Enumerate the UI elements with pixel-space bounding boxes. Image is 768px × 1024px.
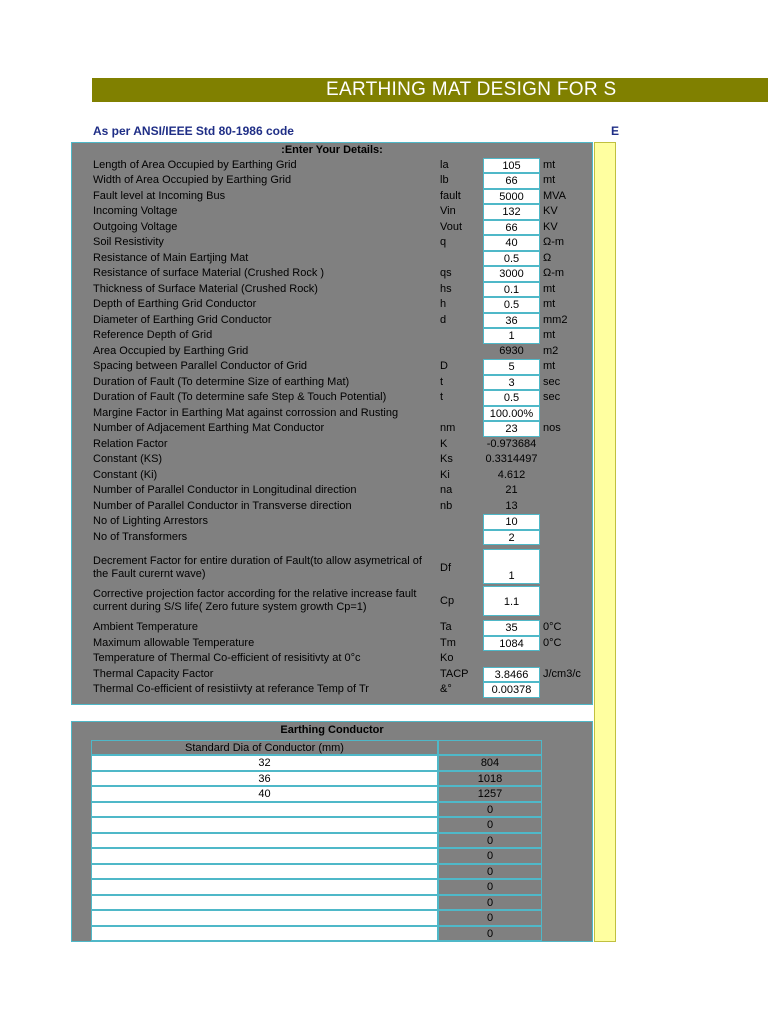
detail-symbol: t (440, 375, 444, 388)
detail-symbol: D (440, 360, 448, 372)
detail-value[interactable]: 1084 (483, 636, 540, 652)
detail-label: Resistance of Main Eartjing Mat (93, 251, 249, 264)
detail-label: Corrective projection factor according for the relative increase fault current during S/S life( Zero future system growth Cp=1) (93, 588, 417, 613)
detail-value[interactable]: 40 (483, 235, 540, 251)
detail-unit: 0°C (543, 621, 562, 633)
detail-value: 21 (505, 484, 518, 496)
detail-row (72, 173, 592, 189)
detail-label: Number of Adjacement Earthing Mat Conductor (93, 422, 325, 434)
detail-value: 4.612 (497, 468, 526, 481)
detail-row (72, 437, 592, 453)
detail-row (72, 651, 592, 667)
detail-row (72, 266, 592, 282)
detail-label: Maximum allowable Temperature (93, 636, 255, 649)
detail-symbol: Ki (440, 468, 450, 481)
detail-symbol: na (440, 484, 453, 496)
detail-row (72, 636, 592, 652)
detail-value (483, 651, 540, 667)
detail-unit: mt (543, 174, 556, 186)
conductor-dia-cell[interactable] (91, 864, 438, 880)
detail-label: Number of Parallel Conductor in Transverse direction (93, 499, 352, 512)
detail-row (72, 282, 592, 298)
detail-row (72, 313, 592, 329)
detail-label: Thermal Co-efficient of resistiivty at referance Temp of Tr (93, 683, 369, 695)
detail-symbol: TACP (440, 667, 469, 680)
detail-symbol: K (440, 437, 448, 450)
detail-row (72, 328, 592, 344)
conductor-dia-cell[interactable]: 40 (91, 786, 438, 802)
detail-value[interactable]: 1 (483, 328, 540, 344)
detail-label: Reference Depth of Grid (93, 329, 213, 341)
detail-row (72, 421, 592, 437)
detail-row (72, 682, 592, 698)
detail-row (72, 406, 592, 422)
input-details-panel (71, 142, 593, 705)
conductor-area-cell: 0 (438, 848, 542, 864)
detail-label: Relation Factor (93, 437, 168, 450)
detail-label: Decrement Factor for entire duration of Fault(to allow asymetrical of the Fault curernt wave) (93, 555, 422, 580)
conductor-title: Earthing Conductor (280, 724, 384, 736)
detail-unit: 0°C (543, 636, 562, 649)
detail-unit: mt (543, 158, 556, 171)
detail-value[interactable]: 66 (483, 220, 540, 236)
detail-row (72, 344, 592, 360)
conductor-area-cell: 1257 (438, 786, 542, 802)
page-title: EARTHING MAT DESIGN FOR S (326, 79, 617, 100)
conductor-area-cell: 0 (438, 833, 542, 849)
detail-value[interactable]: 105 (483, 158, 540, 174)
detail-value[interactable]: 132 (483, 204, 540, 220)
detail-value[interactable]: 5000 (483, 189, 540, 205)
title-banner (92, 78, 768, 102)
detail-symbol: q (440, 236, 447, 248)
detail-symbol: h (440, 298, 447, 310)
area-column-header (438, 740, 542, 755)
detail-value[interactable]: 0.5 (483, 251, 540, 267)
detail-symbol: hs (440, 282, 452, 295)
detail-symbol: fault (440, 189, 461, 202)
conductor-area-cell: 0 (438, 817, 542, 833)
detail-row-tall (72, 588, 592, 619)
detail-symbol: Ta (440, 621, 452, 633)
cut-off-heading: E (611, 124, 620, 138)
conductor-dia-cell[interactable] (91, 926, 438, 942)
detail-label: Temperature of Thermal Co-efficient of resisitivty at 0°c (93, 652, 361, 664)
detail-label: Duration of Fault (To determine Size of earthing Mat) (93, 375, 350, 388)
detail-row (72, 620, 592, 636)
conductor-row (91, 895, 542, 911)
standard-subtitle: As per ANSI/IEEE Std 80-1986 code (93, 124, 294, 138)
detail-unit: nos (543, 422, 561, 434)
detail-row (72, 375, 592, 391)
detail-label: Thermal Capacity Factor (93, 667, 214, 680)
detail-unit: Ω (543, 251, 552, 264)
detail-row (72, 452, 592, 468)
detail-value: -0.973684 (486, 437, 537, 450)
detail-symbol: la (440, 158, 449, 171)
detail-label: Margine Factor in Earthing Mat against corrossion and Rusting (93, 406, 399, 419)
detail-value[interactable]: 35 (483, 620, 540, 636)
detail-symbol: Ko (440, 652, 454, 664)
detail-row (72, 189, 592, 205)
detail-label: Spacing between Parallel Conductor of Grid (93, 360, 308, 372)
detail-value: 0.3314497 (485, 453, 538, 465)
detail-row-tall (72, 555, 592, 586)
detail-symbol: qs (440, 267, 452, 279)
detail-label: Ambient Temperature (93, 621, 198, 633)
conductor-row (91, 817, 542, 833)
conductor-dia-cell[interactable] (91, 895, 438, 911)
detail-row (72, 235, 592, 251)
detail-unit: mt (543, 298, 556, 310)
conductor-area-cell: 0 (438, 910, 542, 926)
conductor-dia-cell[interactable] (91, 879, 438, 895)
detail-unit: Ω-m (543, 236, 565, 248)
detail-value[interactable]: 1 (483, 549, 540, 584)
detail-label: Number of Parallel Conductor in Longitudinal direction (93, 484, 357, 496)
conductor-area-cell: 0 (438, 802, 542, 818)
detail-row (72, 514, 592, 530)
detail-value[interactable]: 3.8466 (483, 667, 540, 683)
detail-value[interactable]: 0.1 (483, 282, 540, 298)
detail-value[interactable]: 36 (483, 313, 540, 329)
detail-unit: sec (543, 391, 561, 403)
conductor-row (91, 879, 542, 895)
detail-label: Outgoing Voltage (93, 220, 178, 233)
conductor-row (91, 771, 542, 787)
detail-row (72, 251, 592, 267)
detail-unit: Ω-m (543, 267, 565, 279)
conductor-dia-cell[interactable] (91, 848, 438, 864)
detail-symbol: Cp (440, 595, 455, 607)
detail-value[interactable]: 5 (483, 359, 540, 375)
conductor-row (91, 833, 542, 849)
detail-label: Length of Area Occupied by Earthing Grid (93, 158, 297, 171)
detail-symbol: Vin (440, 205, 456, 217)
conductor-area-cell: 0 (438, 895, 542, 911)
detail-unit: mt (543, 282, 556, 295)
detail-row (72, 468, 592, 484)
conductor-row (91, 864, 542, 880)
detail-unit: MVA (543, 189, 567, 202)
detail-label: Soil Resistivity (93, 236, 164, 248)
conductor-dia-cell[interactable] (91, 910, 438, 926)
detail-symbol: Tm (440, 636, 456, 649)
detail-symbol: nm (440, 422, 456, 434)
detail-value[interactable]: 3 (483, 375, 540, 391)
detail-label: Width of Area Occupied by Earthing Grid (93, 174, 292, 186)
conductor-row (91, 910, 542, 926)
detail-symbol: nb (440, 499, 453, 512)
detail-value[interactable]: 100.00% (483, 406, 540, 422)
detail-label: Area Occupied by Earthing Grid (93, 344, 249, 357)
detail-row (72, 359, 592, 375)
conductor-row (91, 755, 542, 771)
detail-symbol: d (440, 313, 447, 326)
detail-label: Duration of Fault (To determine safe Step & Touch Potential) (93, 391, 387, 403)
detail-label: Thickness of Surface Material (Crushed Rock) (93, 282, 318, 295)
detail-row (72, 499, 592, 515)
detail-value[interactable]: 0.5 (483, 297, 540, 313)
detail-value[interactable]: 10 (483, 514, 540, 530)
detail-row (72, 220, 592, 236)
detail-symbol: t (440, 391, 444, 403)
detail-value: 6930 (499, 344, 524, 357)
detail-unit: J/cm3/c (543, 667, 581, 680)
conductor-area-cell: 1018 (438, 771, 542, 787)
detail-row (72, 483, 592, 499)
detail-unit: mt (543, 360, 556, 372)
detail-label: Fault level at Incoming Bus (93, 189, 226, 202)
detail-value[interactable]: 0.5 (483, 390, 540, 406)
earthing-conductor-panel (71, 721, 593, 942)
conductor-row (91, 802, 542, 818)
detail-label: Incoming Voltage (93, 205, 178, 217)
conductor-area-cell: 0 (438, 926, 542, 942)
conductor-dia-cell[interactable] (91, 833, 438, 849)
detail-unit: KV (543, 220, 558, 233)
conductor-dia-cell[interactable]: 32 (91, 755, 438, 771)
detail-value[interactable]: 2 (483, 530, 540, 546)
detail-row (72, 530, 592, 546)
detail-unit: mm2 (543, 313, 568, 326)
detail-row (72, 158, 592, 174)
conductor-dia-cell[interactable]: 36 (91, 771, 438, 787)
details-heading: :Enter Your Details: (281, 144, 383, 156)
detail-value[interactable]: 0.00378 (483, 682, 540, 698)
detail-unit: KV (543, 205, 558, 217)
detail-label: Diameter of Earthing Grid Conductor (93, 313, 272, 326)
conductor-row (91, 926, 542, 942)
detail-row (72, 204, 592, 220)
detail-unit: mt (543, 329, 556, 341)
detail-symbol: Ks (440, 453, 453, 465)
detail-unit: m2 (543, 344, 559, 357)
detail-label: Depth of Earthing Grid Conductor (93, 298, 257, 310)
detail-symbol: Vout (440, 220, 463, 233)
detail-label: No of Transformers (93, 530, 188, 543)
conductor-column-header: Standard Dia of Conductor (mm) (91, 740, 438, 755)
conductor-area-cell: 0 (438, 864, 542, 880)
detail-row (72, 390, 592, 406)
detail-value[interactable]: 23 (483, 421, 540, 437)
conductor-dia-cell[interactable] (91, 817, 438, 833)
detail-value[interactable]: 1.1 (483, 586, 540, 616)
conductor-row (91, 786, 542, 802)
detail-unit: sec (543, 375, 561, 388)
conductor-row (91, 848, 542, 864)
side-yellow-panel (594, 142, 616, 942)
detail-row (72, 297, 592, 313)
conductor-area-cell: 0 (438, 879, 542, 895)
detail-value: 13 (505, 499, 518, 512)
conductor-dia-cell[interactable] (91, 802, 438, 818)
detail-value[interactable]: 66 (483, 173, 540, 189)
detail-label: No of Lighting Arrestors (93, 515, 208, 527)
detail-row (72, 667, 592, 683)
detail-symbol: &° (440, 683, 452, 695)
detail-value[interactable]: 3000 (483, 266, 540, 282)
detail-label: Constant (KS) (93, 453, 163, 465)
detail-symbol: lb (440, 174, 449, 186)
detail-label: Constant (Ki) (93, 468, 158, 481)
detail-label: Resistance of surface Material (Crushed Rock ) (93, 267, 325, 279)
detail-symbol: Df (440, 562, 451, 574)
conductor-area-cell: 804 (438, 755, 542, 771)
